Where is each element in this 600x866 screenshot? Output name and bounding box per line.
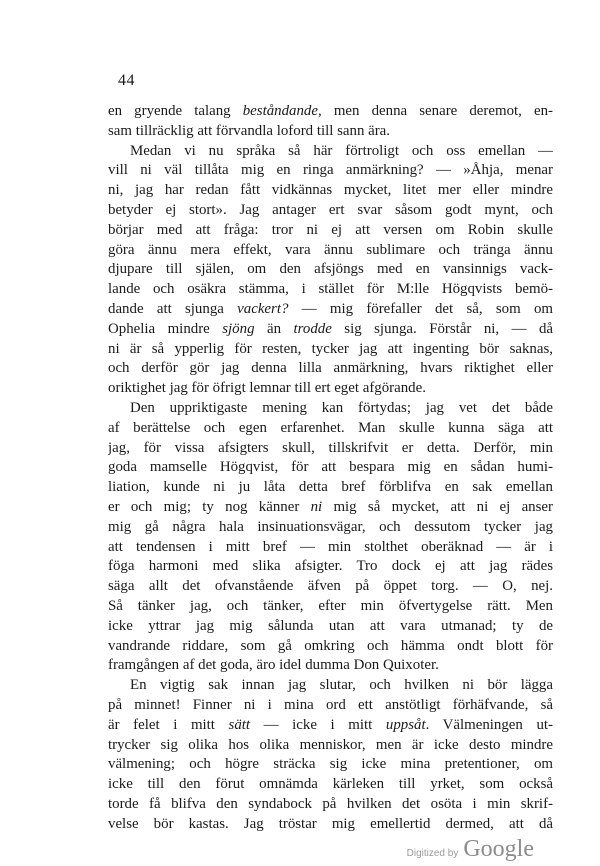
text-line: Ophelia mindre sjöng än trodde sig sjunga. Förstår ni, — då — [108, 320, 553, 337]
text-line: icke till den förut omnämda kärleken till yrket, som också — [108, 776, 553, 793]
text-line: jag, för vissa afsigters skull, tillskrifvit er detta. Derför, min — [108, 439, 553, 456]
watermark-prefix: Digitized by — [406, 848, 459, 859]
text-line: välmening; och högre sträcka sig icke mina pretentioner, om — [108, 756, 553, 773]
text-line: torde få blifva den syndabock på hvilken det osöta i min skrif- — [108, 795, 553, 812]
text-line: vandrande riddare, som gå omkring och hämma ondt blott för — [108, 637, 553, 654]
text-line: ni är så ypperlig för resten, tycker jag att ingenting bör saknas, — [108, 340, 553, 357]
text-line: sam tillräcklig att förvandla loford till sann ära. — [108, 122, 391, 139]
text-line: en gryende talang beståndande, men denna senare deremot, en- — [108, 103, 553, 119]
text-line: föga harmoni med slika afsigter. Tro dock ej att jag rädes — [108, 558, 553, 575]
text-line: att tendensen i mitt bref — min stolthet oberäknad — är i — [108, 538, 553, 555]
text-line: En vigtig sak innan jag slutar, och hvilken ni bör lägga — [130, 677, 553, 694]
text-line: framgången af det goda, äro idel dumma Don Quixoter. — [108, 657, 439, 674]
text-line: Den uppriktigaste mening kan förtydas; jag vet det både — [130, 399, 553, 416]
text-line: säga allt det ofvanstående äfven på öppet torg. — O, nej. — [108, 578, 553, 595]
text-line: betyder ej stort». Jag antager ert svar såsom godt mynt, och — [108, 201, 553, 218]
text-line: Medan vi nu språka så här förtroligt och oss emellan — — [130, 142, 553, 159]
text-line: djupare till själen, om den afsjöngs med en vansinnigs vack- — [108, 261, 553, 278]
text-line: är felet i mitt sätt — icke i mitt uppsåt. Välmeningen ut- — [108, 716, 553, 733]
text-line: goda mamselle Högqvist, för att bespara mig en sådan humi- — [108, 459, 553, 476]
text-line: göra ännu mera effekt, vara ännu sublimare och tränga ännu — [108, 241, 553, 258]
text-line: börjar med att fråga: tror ni ej att versen om Robin skulle — [108, 221, 553, 238]
text-line: er och mig; ty nog känner ni mig så mycket, att ni ej anser — [108, 498, 553, 515]
text-line: mig gå några hala insinuationsvägar, och dessutom tycker jag — [108, 518, 553, 535]
text-line: trycker sig olika hos olika menniskor, men är icke desto mindre — [108, 736, 553, 753]
text-line: af berättelse och egen erfarenhet. Man skulle kunna säga att — [108, 419, 553, 436]
text-line: velse bör kastas. Jag tröstar mig emellertid dermed, att då — [108, 815, 553, 832]
text-line: lande och osäkra stämma, i stället för M:lle Högqvists bemö- — [108, 281, 553, 298]
text-line: icke yttrar jag mig sålunda utan att vara utmanad; ty de — [108, 617, 553, 634]
text-line: vill ni väl tillåta mig en ringa anmärkning? — »Åhja, menar — [108, 162, 553, 179]
text-line: dande att sjunga vackert? — mig förefaller det så, som om — [108, 300, 553, 317]
page-number: 44 — [118, 72, 135, 89]
text-line: ni, jag har redan fått vidkännas mycket, litet mer eller mindre — [108, 182, 553, 199]
text-line: oriktighet jag för öfrigt lemnar till ert eget afgörande. — [108, 380, 426, 397]
digitized-by-watermark — [407, 836, 534, 863]
text-line: och derför gör jag denna lilla anmärkning, hvars riktighet eller — [108, 360, 553, 377]
body-text — [108, 102, 553, 834]
text-line: Så tänker jag, och tänker, efter min öfvertygelse rätt. Men — [108, 597, 553, 614]
google-logo-text: Google — [463, 836, 534, 862]
text-line: på minnet! Finner ni i mina ord ett anstötligt förhäfvande, så — [108, 696, 553, 713]
text-line: liation, kunde ni ju låta detta bref förblifva en sak emellan — [108, 479, 553, 496]
